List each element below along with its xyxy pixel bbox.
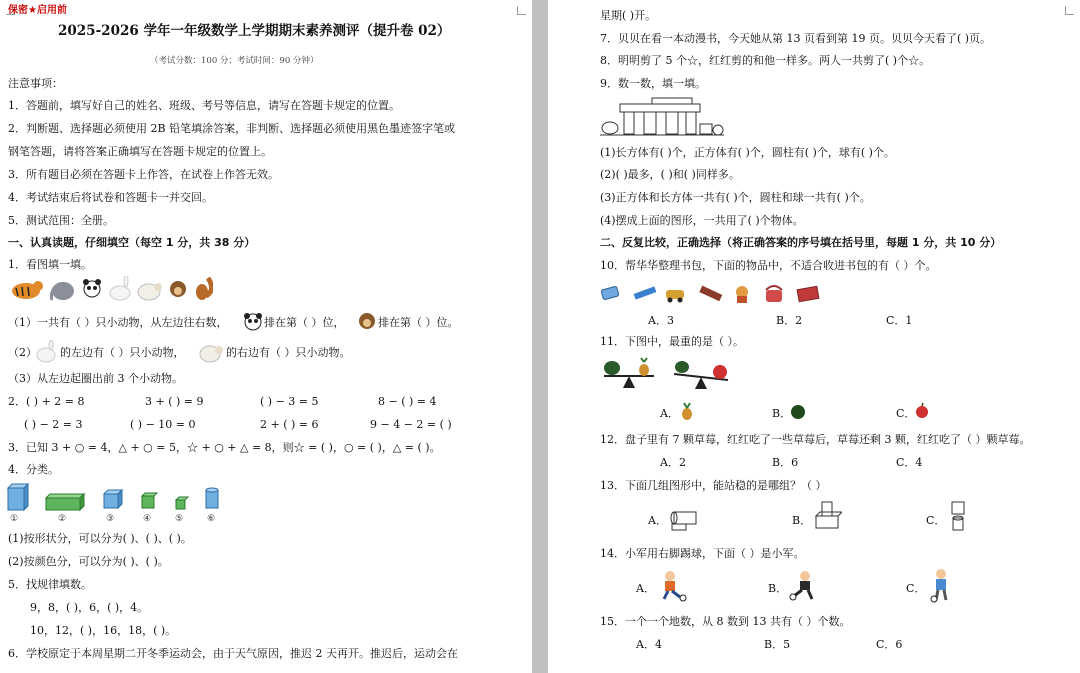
toy-icon (736, 286, 748, 303)
cuboid-green-icon (46, 494, 84, 510)
q14-option-c: C． (906, 582, 926, 595)
question-9-3: (3)正方体和长方体一共有( )个，圆柱和球一共有( )个。 (600, 191, 871, 204)
sheep-icon (138, 283, 162, 300)
q12-option-a: A．2 (660, 456, 686, 469)
shape-label: ⑥ (207, 514, 216, 524)
crop-mark (517, 6, 526, 15)
boy-kicking-ball-icon (928, 568, 954, 604)
question-1-2-part-a: （2） (8, 346, 37, 359)
shape-label: ④ (143, 514, 152, 524)
question-9-4: (4)摆成上面的图形，一共用了( )个物体。 (600, 214, 804, 227)
q12-option-b: B．6 (772, 456, 799, 469)
question-2-item: ( ) − 10 = 0 (130, 418, 196, 431)
cube-small-green-icon (176, 497, 188, 509)
note-line: 3．所有题目必须在答题卡上作答，在试卷上作答无效。 (8, 168, 279, 181)
notes-header: 注意事项： (8, 77, 63, 90)
tiger-icon (12, 281, 43, 299)
shape-label: ② (58, 514, 67, 524)
shape-label: ③ (106, 514, 115, 524)
question-1-2-part-b: 的左边有（ ）只小动物， (60, 346, 185, 359)
question-2-item: 3 + ( ) = 9 (145, 395, 204, 408)
question-10: 10．帮华华整理书包，下面的物品中，不适合收进书包的有（ ）个。 (600, 259, 937, 272)
rabbit-icon (34, 340, 60, 364)
question-5-1: 9，8，( )，6，( )，4。 (30, 601, 149, 614)
pencil-box-icon (699, 286, 722, 302)
q10-option-c: C．1 (886, 314, 913, 327)
q14-option-b: B． (768, 582, 788, 595)
question-1: 1．看图填一填。 (8, 258, 92, 271)
q13-option-b: B． (792, 514, 812, 527)
cylinder-blue-icon (206, 488, 218, 508)
q15-option-a: A．4 (636, 638, 662, 651)
question-1-1-part-c: 排在第（ ）位。 (378, 316, 459, 329)
cylinder-standing-icon (812, 500, 842, 532)
exam-title: 2025-2026 学年一年级数学上学期期末素养测评（提升卷 02） (58, 23, 451, 39)
balance-scales-image (602, 356, 742, 394)
shape-label: ⑤ (175, 514, 184, 524)
note-line: 2．判断题、选择题必须使用 2B 铅笔填涂答案，非判断、选择题必须使用黑色墨迹签字笔或 (8, 122, 456, 135)
section-heading-choice: 二、反复比较，正确选择（将正确答案的序号填在括号里，每题 1 分，共 10 分） (600, 236, 1002, 249)
question-12: 12．盘子里有 7 颗草莓，红红吃了一些草莓后，草莓还剩 3 颗，红红吃了（ ）颗草莓。 (600, 433, 1031, 446)
question-4-2: (2)按颜色分，可以分为( )、( )。 (8, 555, 169, 568)
eraser-icon (601, 286, 619, 300)
pencil-icon (634, 286, 657, 299)
q11-option-b: B． (772, 407, 792, 420)
question-6: 6．学校原定于本周星期二开冬季运动会，由于天气原因，推迟 2 天再开。推迟后，运动会在 (8, 647, 458, 660)
question-4-1: (1)按形状分，可以分为( )、( )、( )。 (8, 532, 192, 545)
watermelon-icon (790, 402, 806, 420)
pineapple-icon (680, 402, 694, 420)
note-line: 5．测试范围：全册。 (8, 214, 114, 227)
q15-option-b: B．5 (764, 638, 791, 651)
balance-scale-left (604, 358, 654, 388)
boy-kicking-ball-icon (658, 570, 688, 602)
q15-option-c: C．6 (876, 638, 903, 651)
question-9-1: (1)长方体有( )个，正方体有( )个，圆柱有( )个，球有( )个。 (600, 146, 895, 159)
cuboid-blue-icon (8, 484, 28, 510)
cylinder-on-cube-icon (668, 502, 700, 532)
question-8: 8．明明剪了 5 个☆，红红剪的和他一样多。两人一共剪了( )个☆。 (600, 54, 931, 67)
question-13: 13．下面几组图形中，能站稳的是哪组？（ ） (600, 479, 827, 492)
q14-option-a: A． (636, 582, 655, 595)
animals-row-image (8, 276, 213, 304)
exam-page-right (548, 0, 1080, 673)
question-2-item: ( ) − 3 = 5 (260, 395, 319, 408)
book-icon (797, 286, 819, 301)
question-2-item: 9 − 4 − 2 = ( ) (370, 418, 452, 431)
question-1-3: （3）从左边起圈出前 3 个小动物。 (8, 372, 183, 385)
phone-icon (766, 286, 782, 302)
monkey-icon (170, 281, 186, 297)
q11-option-c: C． (896, 407, 916, 420)
question-5: 5．找规律填数。 (8, 578, 92, 591)
q11-option-a: A． (660, 407, 679, 420)
q13-option-c: C． (926, 514, 946, 527)
question-7: 7．贝贝在看一本动漫书，今天她从第 13 页看到第 19 页。贝贝今天看了( )页。 (600, 32, 992, 45)
q10-option-a: A．3 (648, 314, 674, 327)
elephant-icon (51, 282, 74, 300)
boy-kicking-ball-icon (788, 570, 822, 602)
question-2-item: ( ) − 2 = 3 (24, 418, 83, 431)
school-items-image (600, 282, 830, 304)
panda-icon (83, 279, 101, 297)
monkey-icon (356, 311, 378, 333)
toy-car-icon (666, 290, 684, 303)
balance-scale-right (674, 361, 728, 389)
crop-mark (1065, 6, 1074, 15)
sheep-icon (198, 340, 226, 364)
apple-icon (914, 402, 930, 420)
question-2-item: 8 − ( ) = 4 (378, 395, 437, 408)
cube-on-cylinder-icon (946, 500, 970, 534)
question-9: 9．数一数，填一填。 (600, 77, 706, 90)
building-blocks-image (600, 96, 724, 140)
note-line: 4．考试结束后将试卷和答题卡一并交回。 (8, 191, 213, 204)
question-9-2: (2)( )最多，( )和( )同样多。 (600, 168, 740, 181)
q12-option-c: C．4 (896, 456, 923, 469)
note-line: 钢笔答题，请将答案正确填写在答题卡规定的位置上。 (8, 145, 272, 158)
question-1-2-part-c: 的右边有（ ）只小动物。 (226, 346, 351, 359)
question-6-continued: 星期( )开。 (600, 9, 657, 22)
rabbit-icon (110, 276, 130, 300)
question-5-2: 10，12，( )，16，18，( )。 (30, 624, 177, 637)
question-15: 15．一个一个地数，从 8 数到 13 共有（ ）个数。 (600, 615, 851, 628)
exam-page-left (0, 0, 532, 673)
question-11: 11．下图中，最重的是（ ）。 (600, 335, 744, 348)
q13-option-a: A． (648, 514, 667, 527)
panda-icon (242, 312, 264, 332)
question-1-1-part-b: 排在第（ ）位， (264, 316, 345, 329)
question-2-item: 2．( ) + 2 = 8 (8, 395, 85, 408)
question-4: 4．分类。 (8, 463, 59, 476)
q10-option-b: B．2 (776, 314, 803, 327)
question-1-1-part-a: （1）一共有（ ）只小动物，从左边往右数， (8, 316, 228, 329)
section-heading-fill-blanks: 一、认真读题，仔细填空（每空 1 分，共 38 分） (8, 236, 256, 249)
question-14: 14．小军用右脚踢球，下面（ ）是小军。 (600, 547, 805, 560)
question-2-item: 2 + ( ) = 6 (260, 418, 319, 431)
shapes-image (6, 482, 226, 514)
cube-green-icon (142, 493, 157, 508)
exam-subtitle: （考试分数：100 分；考试时间：90 分钟） (150, 56, 319, 66)
question-3: 3．已知 3 + ○ = 4，△ + ○ = 5，☆ + ○ + △ = 8，则☆ = ( )，○ = ( )，△ = ( )。 (8, 441, 441, 454)
squirrel-icon (196, 278, 212, 300)
confidential-mark: 保密★启用前 (8, 5, 67, 16)
shape-label: ① (10, 514, 19, 524)
cube-blue-icon (104, 490, 122, 508)
note-line: 1．答题前，填写好自己的姓名、班级、考号等信息，请写在答题卡规定的位置。 (8, 99, 400, 112)
